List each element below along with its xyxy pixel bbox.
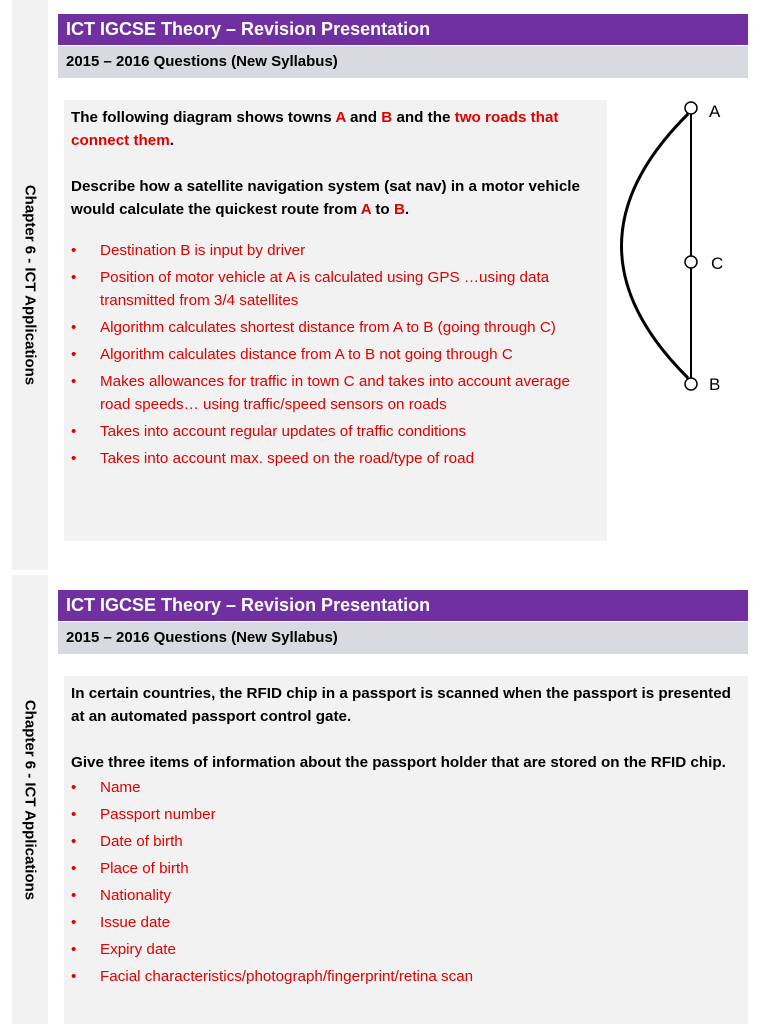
list-item: • Algorithm calculates shortest distance from A to B (going through C) xyxy=(71,316,597,339)
list-item: • Takes into account max. speed on the road/type of road xyxy=(71,447,597,470)
town-a-label: A xyxy=(709,102,721,121)
question-instruction: Describe how a satellite navigation system (sat nav) in a motor vehicle would calculate the quickest route from A to B. xyxy=(71,178,580,218)
list-item: • Destination B is input by driver xyxy=(71,239,597,262)
list-item: • Passport number xyxy=(71,803,738,826)
list-item: • Takes into account regular updates of traffic conditions xyxy=(71,420,597,443)
chapter-sidebar xyxy=(12,575,48,1024)
list-item: • Algorithm calculates distance from A to B not going through C xyxy=(71,343,597,366)
chapter-sidebar xyxy=(12,0,48,570)
town-a-node xyxy=(685,102,697,114)
answer-list xyxy=(71,776,738,988)
slide-title: ICT IGCSE Theory – Revision Presentation xyxy=(58,590,748,621)
slide-subtitle: 2015 – 2016 Questions (New Syllabus) xyxy=(58,46,748,78)
slide-2 xyxy=(0,575,768,1024)
curved-road xyxy=(622,114,689,378)
list-item: • Makes allowances for traffic in town C and takes into account average road speeds… using traffic/speed sensors on roads xyxy=(71,370,597,416)
list-item: • Place of birth xyxy=(71,857,738,880)
slide-subtitle: 2015 – 2016 Questions (New Syllabus) xyxy=(58,622,748,654)
list-item: • Facial characteristics/photograph/fingerprint/retina scan xyxy=(71,965,738,988)
town-b-label: B xyxy=(709,375,721,394)
list-item: • Expiry date xyxy=(71,938,738,961)
question-instruction: Give three items of information about the passport holder that are stored on the RFID chip. xyxy=(71,754,726,771)
town-b-node xyxy=(685,378,697,390)
question-box xyxy=(64,100,607,541)
list-item: • Issue date xyxy=(71,911,738,934)
question-text: In certain countries, the RFID chip in a passport is scanned when the passport is presented at an automated passport control gate. xyxy=(71,685,731,725)
list-item: • Position of motor vehicle at A is calculated using GPS …using data transmitted from 3/4 satellites xyxy=(71,266,597,312)
town-c-label: C xyxy=(711,254,724,273)
town-c-node xyxy=(685,256,697,268)
chapter-label: Chapter 6 - ICT Applications xyxy=(21,184,39,386)
chapter-label: Chapter 6 - ICT Applications xyxy=(21,699,39,900)
slide-title: ICT IGCSE Theory – Revision Presentation xyxy=(58,14,748,45)
list-item: • Name xyxy=(71,776,738,799)
question-text: The following diagram shows towns A and B and the two roads that connect them. xyxy=(71,109,559,149)
question-box xyxy=(64,676,748,1024)
list-item: • Nationality xyxy=(71,884,738,907)
answer-list xyxy=(71,239,597,470)
road-diagram xyxy=(600,96,740,396)
list-item: • Date of birth xyxy=(71,830,738,853)
